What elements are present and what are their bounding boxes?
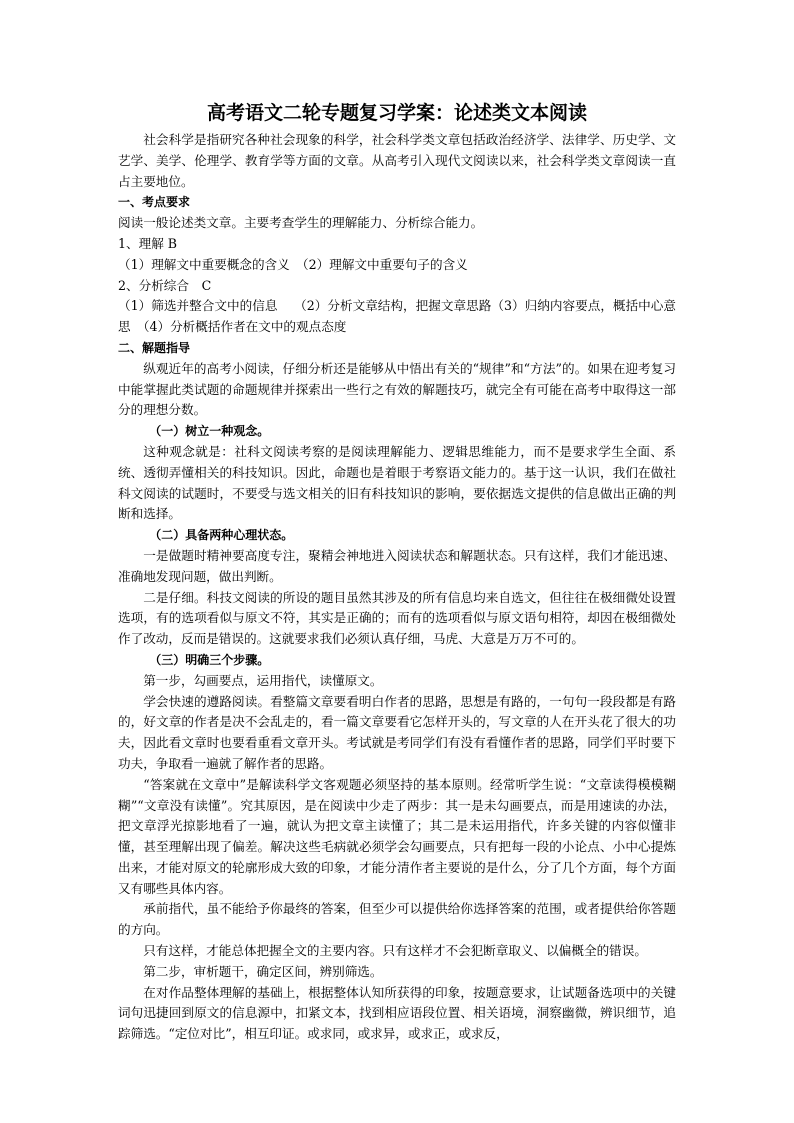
step-one-paragraph-grasp: 只有这样，才能总体把握全文的主要内容。只有这样才不会犯断章取义、以偏概全的错误。 bbox=[143, 943, 647, 959]
requirement-item-analysis: 2、分析综合 C bbox=[118, 277, 212, 293]
requirement-item-understanding-detail: （1）理解文中重要概念的含义 （2）理解文中重要句子的含义 bbox=[118, 256, 468, 272]
requirement-item-analysis-detail: （1）筛选并整合文中的信息 （2）分析文章结构，把握文章思路（3）归纳内容要点，概括中心意思 （4）分析概括作者在文中的观点态度 bbox=[118, 298, 676, 335]
step-two-paragraph: 在对作品整体理解的基础上，根据整体认知所获得的印象，按题意要求，让试题备选项中的关键词句迅捷回到原文的信息源中，扣紧文本，找到相应语段位置、相关语境，洞察幽微，辨识细节，追踪筛选。“定位对比”，相互印证。或求同，或求异，或求正，或求反， bbox=[118, 984, 676, 1042]
step-one-paragraph-answer: “答案就在文章中”是解读科学文客观题必须坚持的基本原则。经常听学生说：“文章读得模模糊糊”“文章没有读懂”。究其原因，是在阅读中少走了两步：其一是未勾画要点，而是用速读的办法，把文章浮光掠影地看了一遍，就认为把文章主读懂了；其二是未运用指代，许多关键的内容似懂非懂，甚至理解出现了偏差。解决这些毛病就必须学会勾画要点，只有把每一段的小论点、小中心提炼出来，才能对原文的轮廓形成大致的印象，才能分清作者主要说的是什么，分了几个方面，每个方面又有哪些具体内容。 bbox=[118, 776, 676, 896]
step-two-title: 第二步，审析题干，确定区间，辨别筛选。 bbox=[143, 963, 383, 979]
guidance-intro-paragraph: 纵观近年的高考小阅读，仔细分析还是能够从中悟出有关的“规律”和“方法”的。如果在迎考复习中能掌握此类试题的命题规律并探索出一些行之有效的解题技巧，就完全有可能在高考中取得这一部分的理想分数。 bbox=[118, 360, 676, 418]
document-title: 高考语文二轮专题复习学案：论述类文本阅读 bbox=[206, 102, 587, 124]
section-heading-guidance: 二、解题指导 bbox=[118, 340, 191, 355]
step-one-title: 第一步，勾画要点，运用指代，读懂原文。 bbox=[143, 672, 383, 688]
mindset-paragraph-focus: 一是做题时精神要高度专注，聚精会神地进入阅读状态和解题状态。只有这样，我们才能迅速、准确地发现问题，做出判断。 bbox=[118, 547, 676, 584]
concept-paragraph: 这种观念就是：社科文阅读考察的是阅读理解能力、逻辑思维能力，而不是要求学生全面、系统、透彻弄懂相关的科技知识。因此，命题也是着眼于考察语文能力的。基于这一认识，我们在做社科文阅读的试题时，不要受与选文相关的旧有科技知识的影响，要依据选文提供的信息做出正确的判断和选择。 bbox=[118, 443, 676, 522]
subsection-heading-mindset: （二）具备两种心理状态。 bbox=[149, 528, 294, 543]
mindset-paragraph-careful: 二是仔细。科技文阅读的所设的题目虽然其涉及的所有信息均来自选文，但往往在极细微处设置选项，有的选项看似与原文不符，其实是正确的；而有的选项看似与原文语句相符，却因在极细微处作了改动，反而是错误的。这就要求我们必须认真仔细，马虎、大意是万万不可的。 bbox=[118, 589, 676, 647]
requirement-item-understanding: 1、理解 B bbox=[118, 235, 178, 251]
section-heading-requirements: 一、考点要求 bbox=[118, 195, 191, 210]
step-one-paragraph-reference: 承前指代，虽不能给予你最终的答案，但至少可以提供给你选择答案的范围，或者提供给你答题的方向。 bbox=[118, 901, 676, 938]
step-one-paragraph-reading: 学会快速的遵路阅读。看整篇文章要看明白作者的思路，思想是有路的，一句句一段段都是有路的，好文章的作者是决不会乱走的，看一篇文章要看它怎样开头的，写文章的人在开头花了很大的功夫，因此看文章时也要看重看文章开头。考试就是考同学们有没有看懂作者的思路，同学们平时要下功夫，争取看一遍就了解作者的思路。 bbox=[118, 693, 676, 771]
subsection-heading-concept: （一）树立一种观念。 bbox=[149, 424, 270, 439]
subsection-heading-steps: （三）明确三个步骤。 bbox=[149, 652, 270, 667]
document-page bbox=[118, 100, 676, 1045]
requirements-summary: 阅读一般论述类文章。主要考查学生的理解能力、分析综合能力。 bbox=[118, 215, 484, 231]
intro-paragraph: 社会科学是指研究各种社会现象的科学，社会科学类文章包括政治经济学、法律学、历史学、文艺学、美学、伦理学、教育学等方面的文章。从高考引入现代文阅读以来，社会科学类文章阅读一直占主要地位。 bbox=[118, 132, 676, 189]
